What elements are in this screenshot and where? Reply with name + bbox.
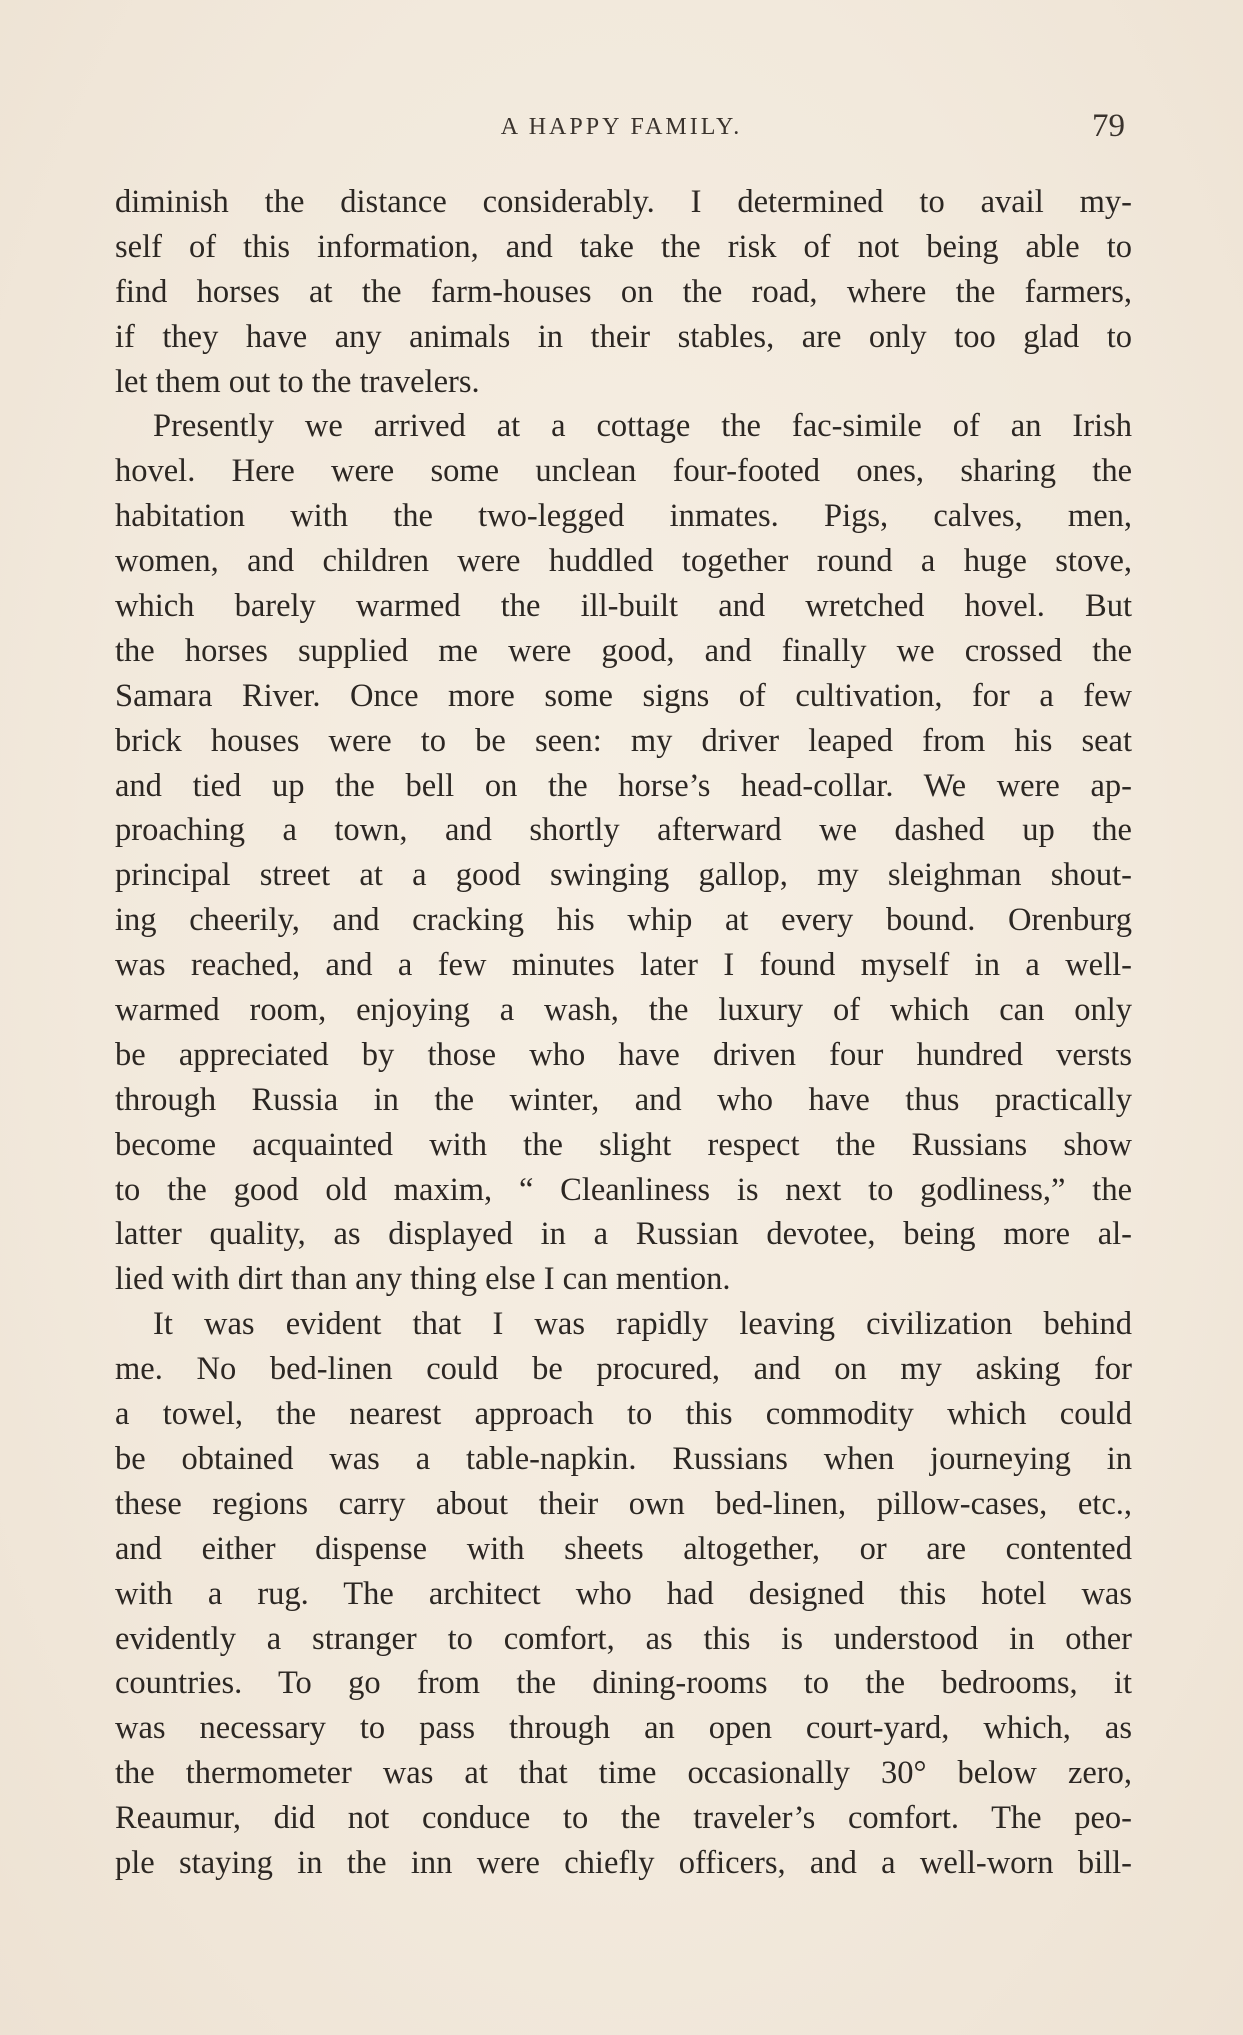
text-line: and either dispense with sheets altogether, or are contented — [115, 1530, 1132, 1567]
text-line: let them out to the travelers. — [115, 363, 480, 400]
running-head — [0, 108, 1243, 148]
text-line: brick houses were to be seen: my driver leaped from his seat — [115, 722, 1132, 759]
text-line: Reaumur, did not conduce to the traveler’s comfort. The peo- — [115, 1800, 1132, 1837]
text-line: which barely warmed the ill-built and wretched hovel. But — [115, 588, 1132, 625]
text-line: evidently a stranger to comfort, as this is understood in other — [115, 1620, 1132, 1657]
running-title: A HAPPY FAMILY. — [500, 114, 743, 140]
text-line: ple staying in the inn were chiefly officers, and a well-worn bill- — [115, 1844, 1132, 1881]
text-line: was necessary to pass through an open court-yard, which, as — [115, 1710, 1132, 1747]
text-line: women, and children were huddled together round a huge stove, — [115, 543, 1132, 580]
text-line: habitation with the two-legged inmates. Pigs, calves, men, — [115, 498, 1132, 535]
text-line: to the good old maxim, “ Cleanliness is next to godliness,” the — [115, 1171, 1132, 1208]
text-line: was reached, and a few minutes later I found myself in a well- — [115, 947, 1132, 984]
text-line: diminish the distance considerably. I determined to avail my- — [115, 184, 1132, 220]
text-line: latter quality, as displayed in a Russian devotee, being more al- — [115, 1216, 1132, 1253]
text-line: Samara River. Once more some signs of cultivation, for a few — [115, 677, 1132, 714]
text-line: lied with dirt than any thing else I can mention. — [115, 1261, 731, 1298]
text-line: me. No bed-linen could be procured, and on my asking for — [115, 1351, 1132, 1388]
text-line: the thermometer was at that time occasionally 30° below zero, — [115, 1755, 1132, 1792]
text-line: the horses supplied me were good, and finally we crossed the — [115, 632, 1132, 669]
text-line: become acquainted with the slight respect the Russians show — [115, 1126, 1132, 1163]
text-line: It was evident that I was rapidly leaving civilization behind — [153, 1306, 1132, 1343]
text-line: ing cheerily, and cracking his whip at every bound. Orenburg — [115, 902, 1132, 939]
page-number: 79 — [1092, 108, 1125, 144]
text-line: a towel, the nearest approach to this commodity which could — [115, 1396, 1132, 1433]
text-line: these regions carry about their own bed-linen, pillow-cases, etc., — [115, 1485, 1132, 1522]
text-line: and tied up the bell on the horse’s head-collar. We were ap- — [115, 767, 1132, 804]
text-line: self of this information, and take the risk of not being able to — [115, 228, 1132, 265]
text-line: if they have any animals in their stables, are only too glad to — [115, 318, 1132, 355]
text-line: hovel. Here were some unclean four-footed ones, sharing the — [115, 453, 1132, 490]
text-line: Presently we arrived at a cottage the fac-simile of an Irish — [153, 408, 1132, 445]
text-line: principal street at a good swinging gallop, my sleighman shout- — [115, 857, 1132, 894]
text-line: countries. To go from the dining-rooms to the bedrooms, it — [115, 1665, 1132, 1702]
text-line: find horses at the farm-houses on the road, where the farmers, — [115, 273, 1132, 310]
text-line: warmed room, enjoying a wash, the luxury of which can only — [115, 992, 1132, 1029]
text-line: through Russia in the winter, and who have thus practically — [115, 1081, 1132, 1118]
text-line: with a rug. The architect who had designed this hotel was — [115, 1575, 1132, 1612]
text-line: proaching a town, and shortly afterward we dashed up the — [115, 812, 1132, 849]
text-line: be appreciated by those who have driven four hundred versts — [115, 1036, 1132, 1073]
body-text — [115, 180, 1132, 1886]
text-line: be obtained was a table-napkin. Russians when journeying in — [115, 1440, 1132, 1477]
